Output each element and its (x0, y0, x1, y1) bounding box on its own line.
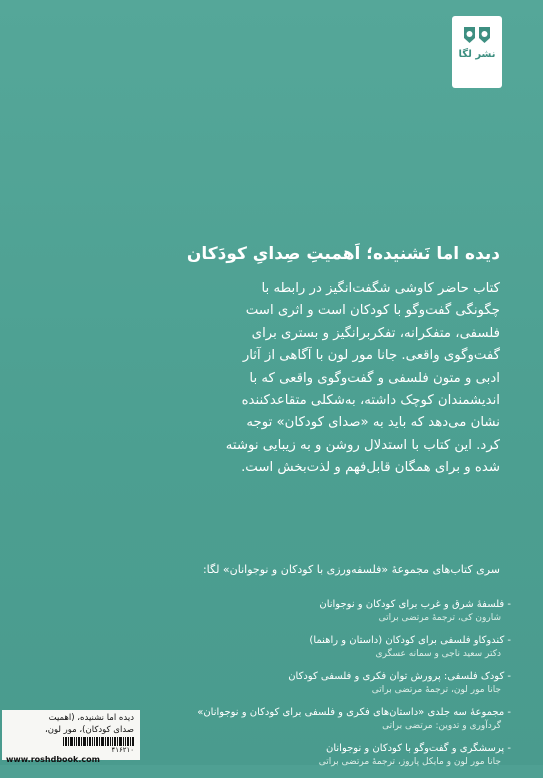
sticker-url: www.roshdbook.com (6, 755, 100, 764)
publisher-name: نشر لگا (458, 49, 496, 60)
series-item-title: - مجموعهٔ سه جلدی «داستان‌های فکری و فلسفی برای کودکان و نوجوانان» (197, 707, 511, 718)
blurb-line: شده و برای همگان قابل‌فهم و لذت‌بخش است. (241, 460, 500, 476)
sticker-title-line: صدای کودکان)، مور لون، (45, 725, 134, 735)
blurb-line: چگونگی گفت‌وگو با کودکان است و اثری است (245, 303, 500, 319)
series-item-credit: دکتر سعید ناجی و سمانه عسگری (375, 649, 501, 659)
series-item-credit: گردآوری و تدوین: مرتضی براتی (382, 721, 501, 731)
barcode-icon (6, 737, 134, 746)
series-item-credit: جانا مور لون و مایکل پاروز، ترجمهٔ مرتضی براتی (318, 757, 501, 767)
blurb-line: ادبی و متون فلسفی و گفت‌وگوی واقعی که با (249, 370, 500, 386)
series-item-title: - پرسشگری و گفت‌وگو با کودکان و نوجوانان (326, 743, 511, 754)
series-item (51, 634, 511, 661)
blurb-line: اندیشمندان کوچک داشته، به‌شکلی متقاعدکننده (241, 393, 500, 409)
blurb-line: گفت‌وگوی واقعی. جانا مور لون با آگاهی از آثار (242, 348, 500, 364)
blurb-line: کرد. این کتاب با استدلال روشن و به زیبایی نوشته (225, 437, 500, 453)
series-item (51, 598, 511, 625)
series-item-title: - کودک فلسفی: پرورش توان فکری و فلسفی کودکان (288, 671, 511, 682)
price-sticker (2, 710, 140, 764)
series-item-title: - کندوکاو فلسفی برای کودکان (داستان و راهنما) (309, 635, 511, 646)
publisher-logo (452, 16, 502, 88)
sticker-title-line: دیده اما نشنیده، (اهمیت (48, 713, 134, 723)
series-heading: سری کتاب‌های مجموعهٔ «فلسفه‌ورزی با کودکان و نوجوانان» لگا: (202, 563, 500, 576)
blurb-line: نشان می‌دهد که باید به «صدای کودکان» توجه (246, 415, 500, 431)
series-item-credit: جانا مور لون، ترجمهٔ مرتضی براتی (371, 685, 501, 695)
sticker-code: ۴۱۶۲۱۰ (111, 746, 134, 754)
series-item-title: - فلسفهٔ شرق و غرب برای کودکان و نوجوانان (319, 599, 511, 610)
owl-eyes-logo-icon (462, 25, 492, 45)
blurb-line: فلسفی، متفکرانه، تفکربرانگیز و بستری برای (251, 325, 500, 341)
series-item-credit: شارون کی، ترجمهٔ مرتضی براتی (378, 613, 501, 623)
blurb-line: کتاب حاضر کاوشی شگفت‌انگیز در رابطه با (261, 281, 500, 296)
series-item (51, 670, 511, 697)
book-title: دیده اما نَشنیده؛ اَهمیتِ صِدایِ کودَکان (186, 244, 500, 264)
blurb (45, 278, 500, 480)
